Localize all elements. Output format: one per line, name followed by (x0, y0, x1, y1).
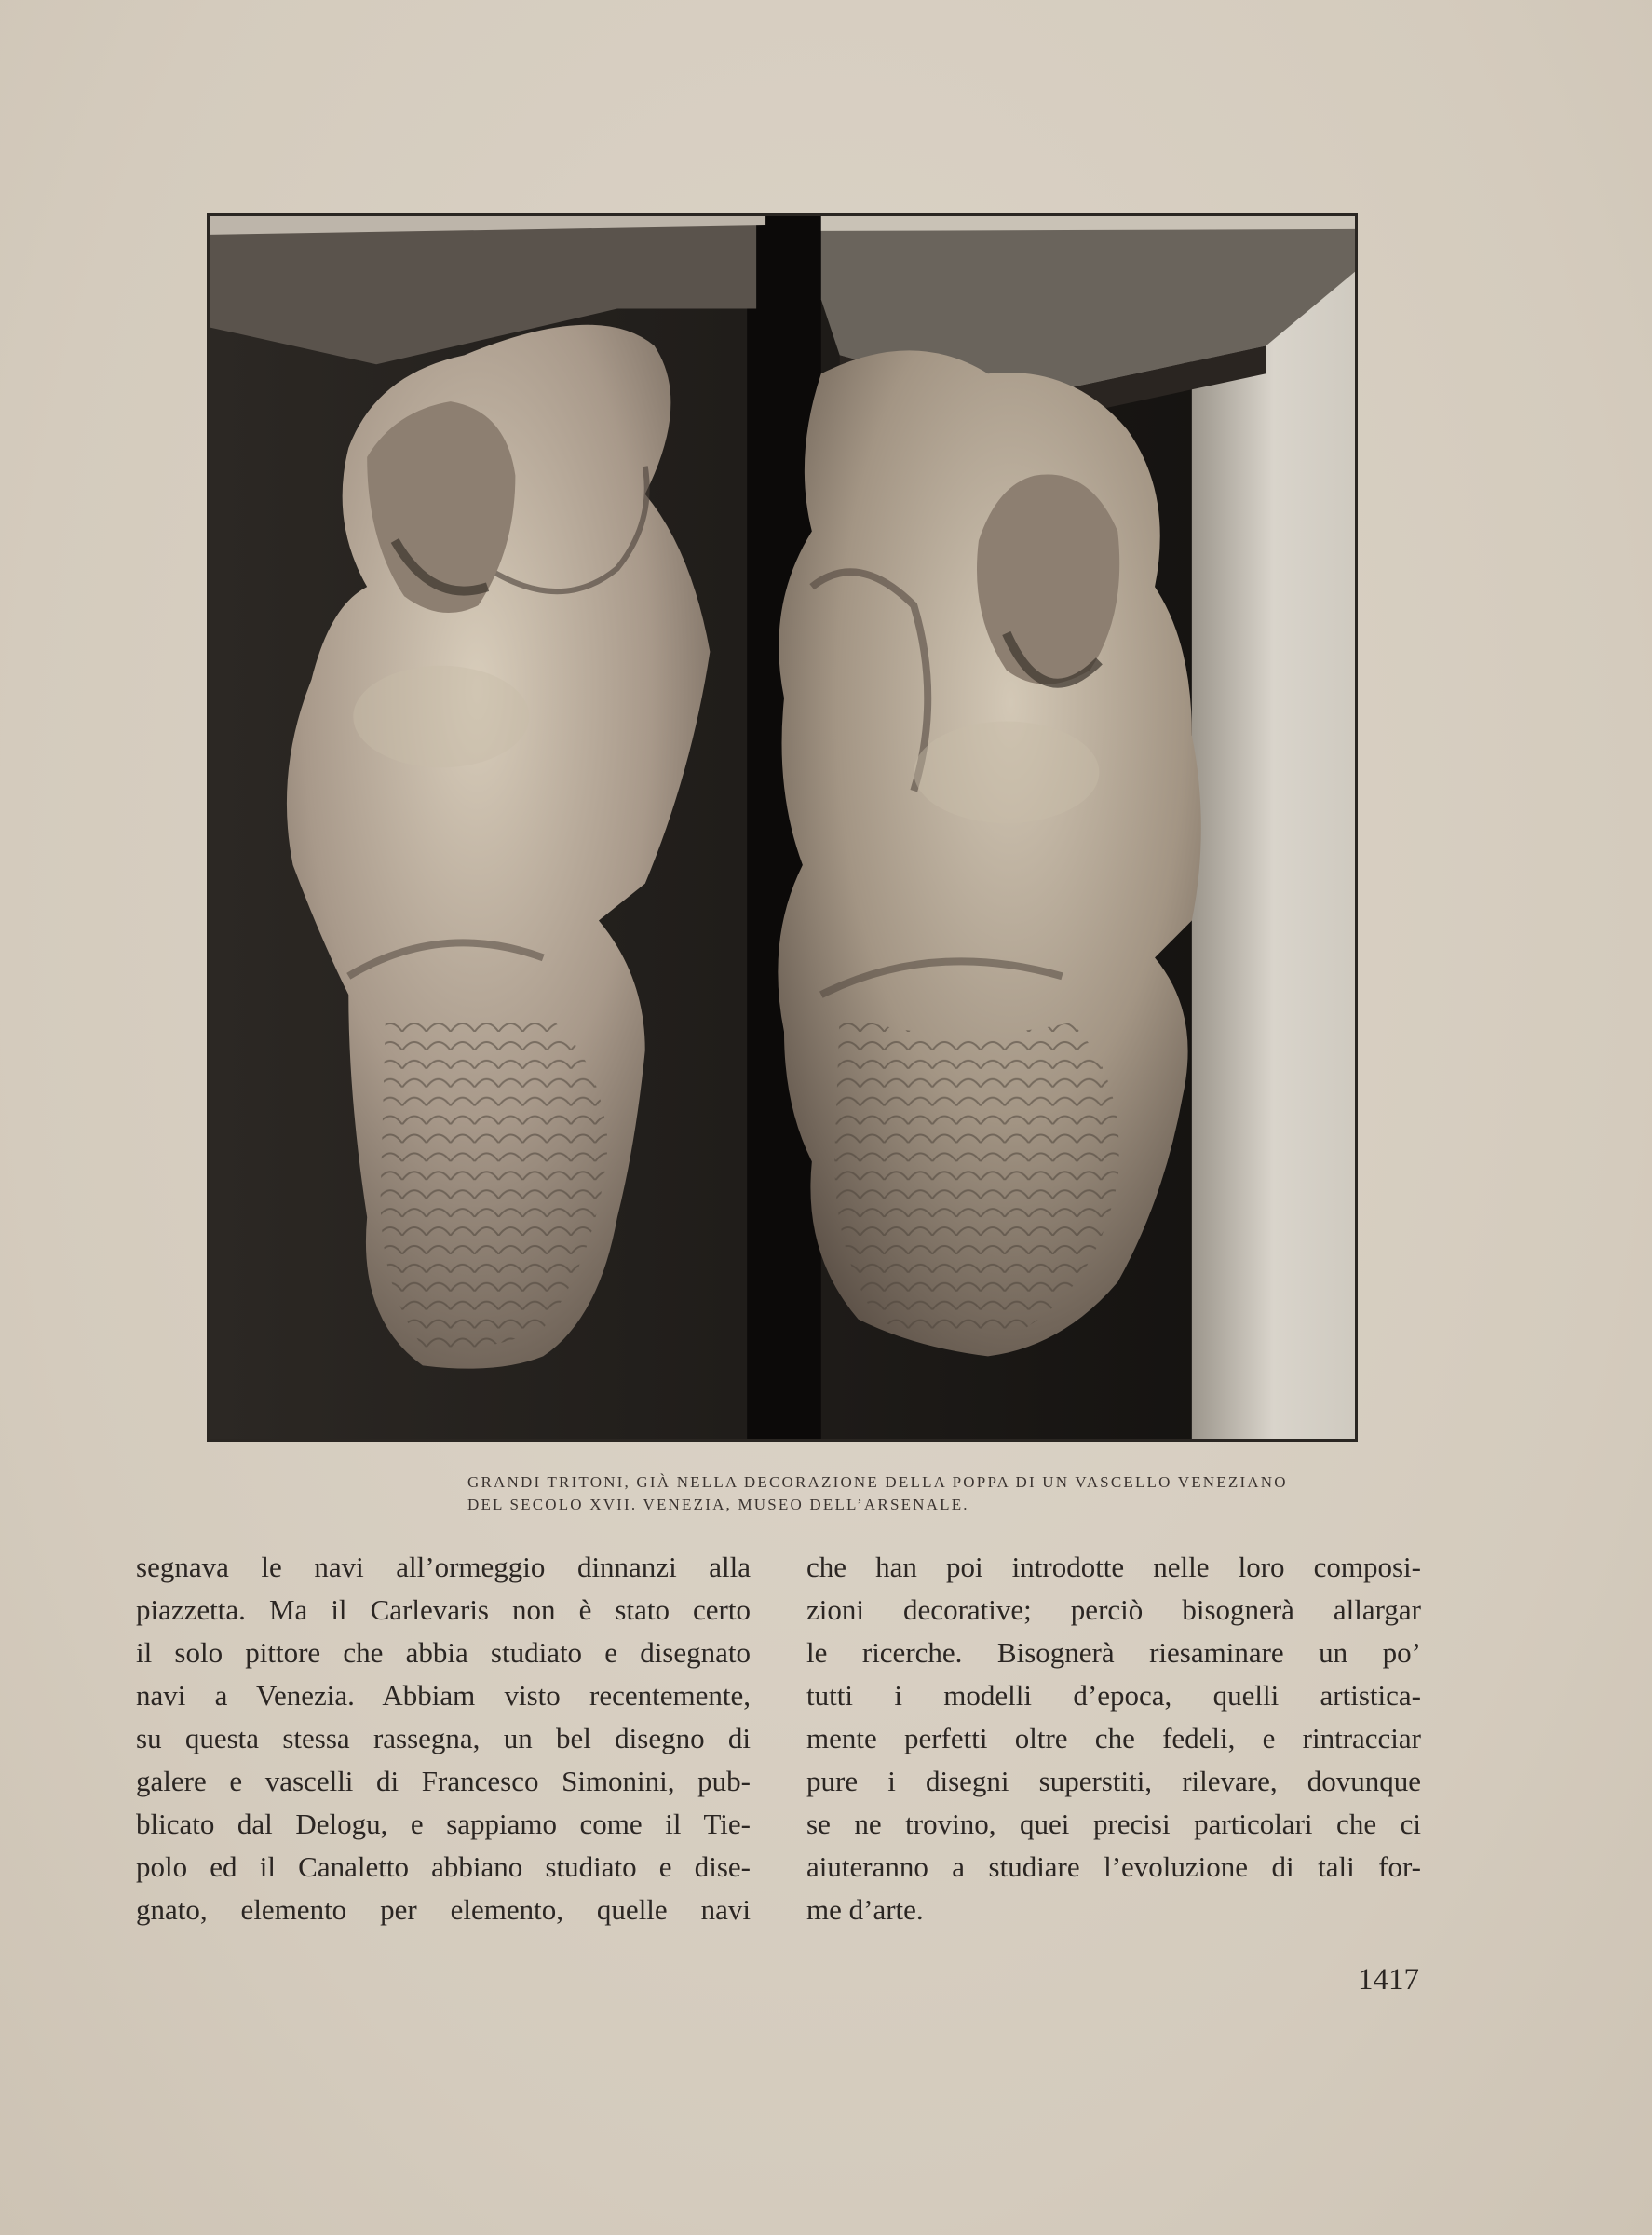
caption-line: GRANDI TRITONI, GIÀ NELLA DECORAZIONE DELLA POPPA DI UN VASCELLO VENEZIANO (467, 1473, 1288, 1491)
text-line: che han poi introdotte nelle loro composi- (806, 1551, 1421, 1583)
left-text-column (136, 1546, 751, 1931)
triton-photograph (207, 213, 1358, 1442)
text-line: se ne trovino, quei precisi particolari che ci (806, 1808, 1421, 1840)
text-line: tutti i modelli d’epoca, quelli artistica- (806, 1679, 1421, 1712)
text-line: pure i disegni superstiti, rilevare, dovunque (806, 1765, 1421, 1797)
text-line: piazzetta. Ma il Carlevaris non è stato certo (136, 1593, 751, 1626)
text-line: segnava le navi all’ormeggio dinnanzi alla (136, 1551, 751, 1583)
text-line: il solo pittore che abbia studiato e disegnato (136, 1636, 751, 1669)
text-line: le ricerche. Bisognerà riesaminare un po’ (806, 1636, 1421, 1669)
text-line: me d’arte. (806, 1893, 924, 1926)
text-line: polo ed il Canaletto abbiano studiato e dise- (136, 1850, 751, 1883)
text-line: aiuteranno a studiare l’evoluzione di tali for- (806, 1850, 1421, 1883)
page-number: 1417 (1358, 1963, 1419, 1997)
caption-line: DEL SECOLO XVII. VENEZIA, MUSEO DELL’ARSENALE. (467, 1496, 969, 1513)
text-line: blicato dal Delogu, e sappiamo come il Tie- (136, 1808, 751, 1840)
text-line: gnato, elemento per elemento, quelle navi (136, 1893, 751, 1926)
triton-photo-illustration (210, 216, 1355, 1439)
right-text-column (806, 1546, 1421, 1931)
text-line: su questa stessa rassegna, un bel disegno di (136, 1722, 751, 1754)
text-line: mente perfetti oltre che fedeli, e rintracciar (806, 1722, 1421, 1754)
photo-caption (467, 1471, 1361, 1516)
text-line: navi a Venezia. Abbiam visto recentemente, (136, 1679, 751, 1712)
right-triton-figure (778, 350, 1200, 1356)
text-line: zioni decorative; perciò bisognerà allargar (806, 1593, 1421, 1626)
text-line: galere e vascelli di Francesco Simonini, pub- (136, 1765, 751, 1797)
